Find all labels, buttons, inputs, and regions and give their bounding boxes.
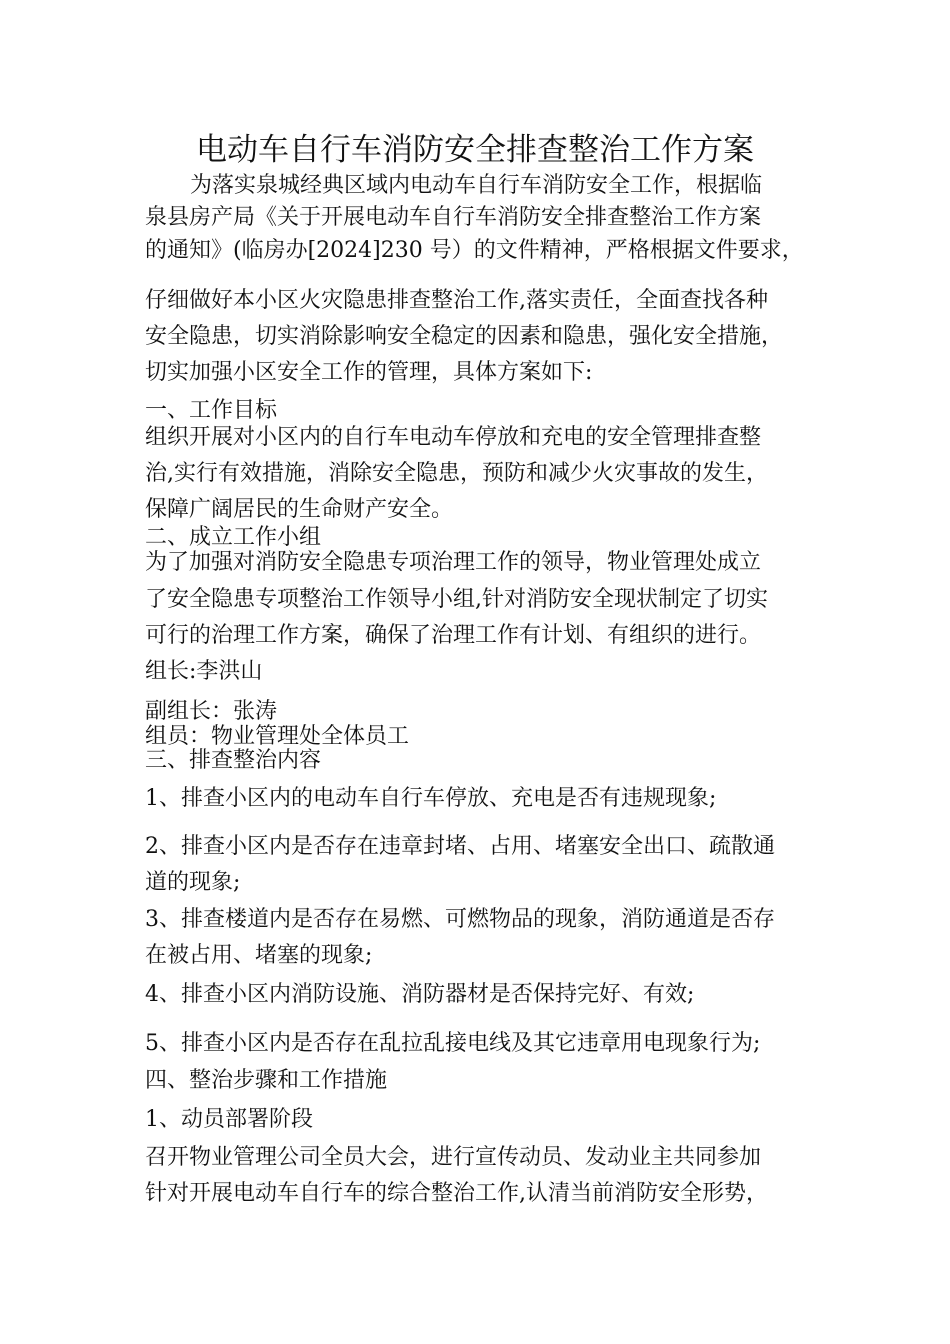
list-item: 5、排查小区内是否存在乱拉乱接电线及其它违章用电现象行为; xyxy=(145,1031,761,1056)
subsection-heading: 1、动员部署阶段 xyxy=(145,1107,313,1132)
section-heading: 二、成立工作小组 xyxy=(145,525,322,550)
list-item: 2、排查小区内是否存在违章封堵、占用、堵塞安全出口、疏散通 xyxy=(145,834,775,859)
list-item-continuation: 道的现象; xyxy=(145,870,241,895)
paragraph-line: 仔细做好本小区火灾隐患排查整治工作,落实责任，全面查找各种 xyxy=(145,288,768,313)
section-heading: 一、工作目标 xyxy=(145,398,278,423)
paragraph-line: 为落实泉城经典区域内电动车自行车消防安全工作，根据临 xyxy=(190,173,763,198)
paragraph-line: 保障广阔居民的生命财产安全。 xyxy=(145,497,454,522)
list-item: 1、排查小区内的电动车自行车停放、充电是否有违规现象; xyxy=(145,786,717,811)
paragraph-line: 泉县房产局《关于开展电动车自行车消防安全排查整治工作方案 xyxy=(145,205,762,230)
paragraph-line: 了安全隐患专项整治工作领导小组,针对消防安全现状制定了切实 xyxy=(145,587,768,612)
section-heading: 三、排查整治内容 xyxy=(145,748,322,773)
section-heading: 四、整治步骤和工作措施 xyxy=(145,1068,388,1093)
paragraph-line: 切实加强小区安全工作的管理，具体方案如下: xyxy=(145,360,593,385)
team-deputy-leader: 副组长：张涛 xyxy=(145,699,278,724)
document-title: 电动车自行车消防安全排查整治工作方案 xyxy=(196,132,754,168)
paragraph-line: 安全隐患，切实消除影响安全稳定的因素和隐患，强化安全措施， xyxy=(145,324,784,349)
list-item-continuation: 在被占用、堵塞的现象; xyxy=(145,943,373,968)
paragraph-line: 可行的治理工作方案，确保了治理工作有计划、有组织的进行。 xyxy=(145,623,762,648)
paragraph-line: 的通知》(临房办[2024]230 号）的文件精神，严格根据文件要求， xyxy=(145,238,804,263)
team-leader: 组长:李洪山 xyxy=(145,659,263,684)
paragraph-line: 针对开展电动车自行车的综合整治工作,认清当前消防安全形势， xyxy=(145,1181,768,1206)
paragraph-line: 召开物业管理公司全员大会，进行宣传动员、发动业主共同参加 xyxy=(145,1145,762,1170)
paragraph-line: 治,实行有效措施，消除安全隐患，预防和减少火灾事故的发生， xyxy=(145,461,768,486)
list-item: 4、排查小区内消防设施、消防器材是否保持完好、有效; xyxy=(145,982,695,1007)
paragraph-line: 为了加强对消防安全隐患专项治理工作的领导，物业管理处成立 xyxy=(145,550,762,575)
paragraph-line: 组织开展对小区内的自行车电动车停放和充电的安全管理排查整 xyxy=(145,425,762,450)
team-members: 组员：物业管理处全体员工 xyxy=(145,724,410,749)
list-item: 3、排查楼道内是否存在易燃、可燃物品的现象，消防通道是否存 xyxy=(145,907,775,932)
